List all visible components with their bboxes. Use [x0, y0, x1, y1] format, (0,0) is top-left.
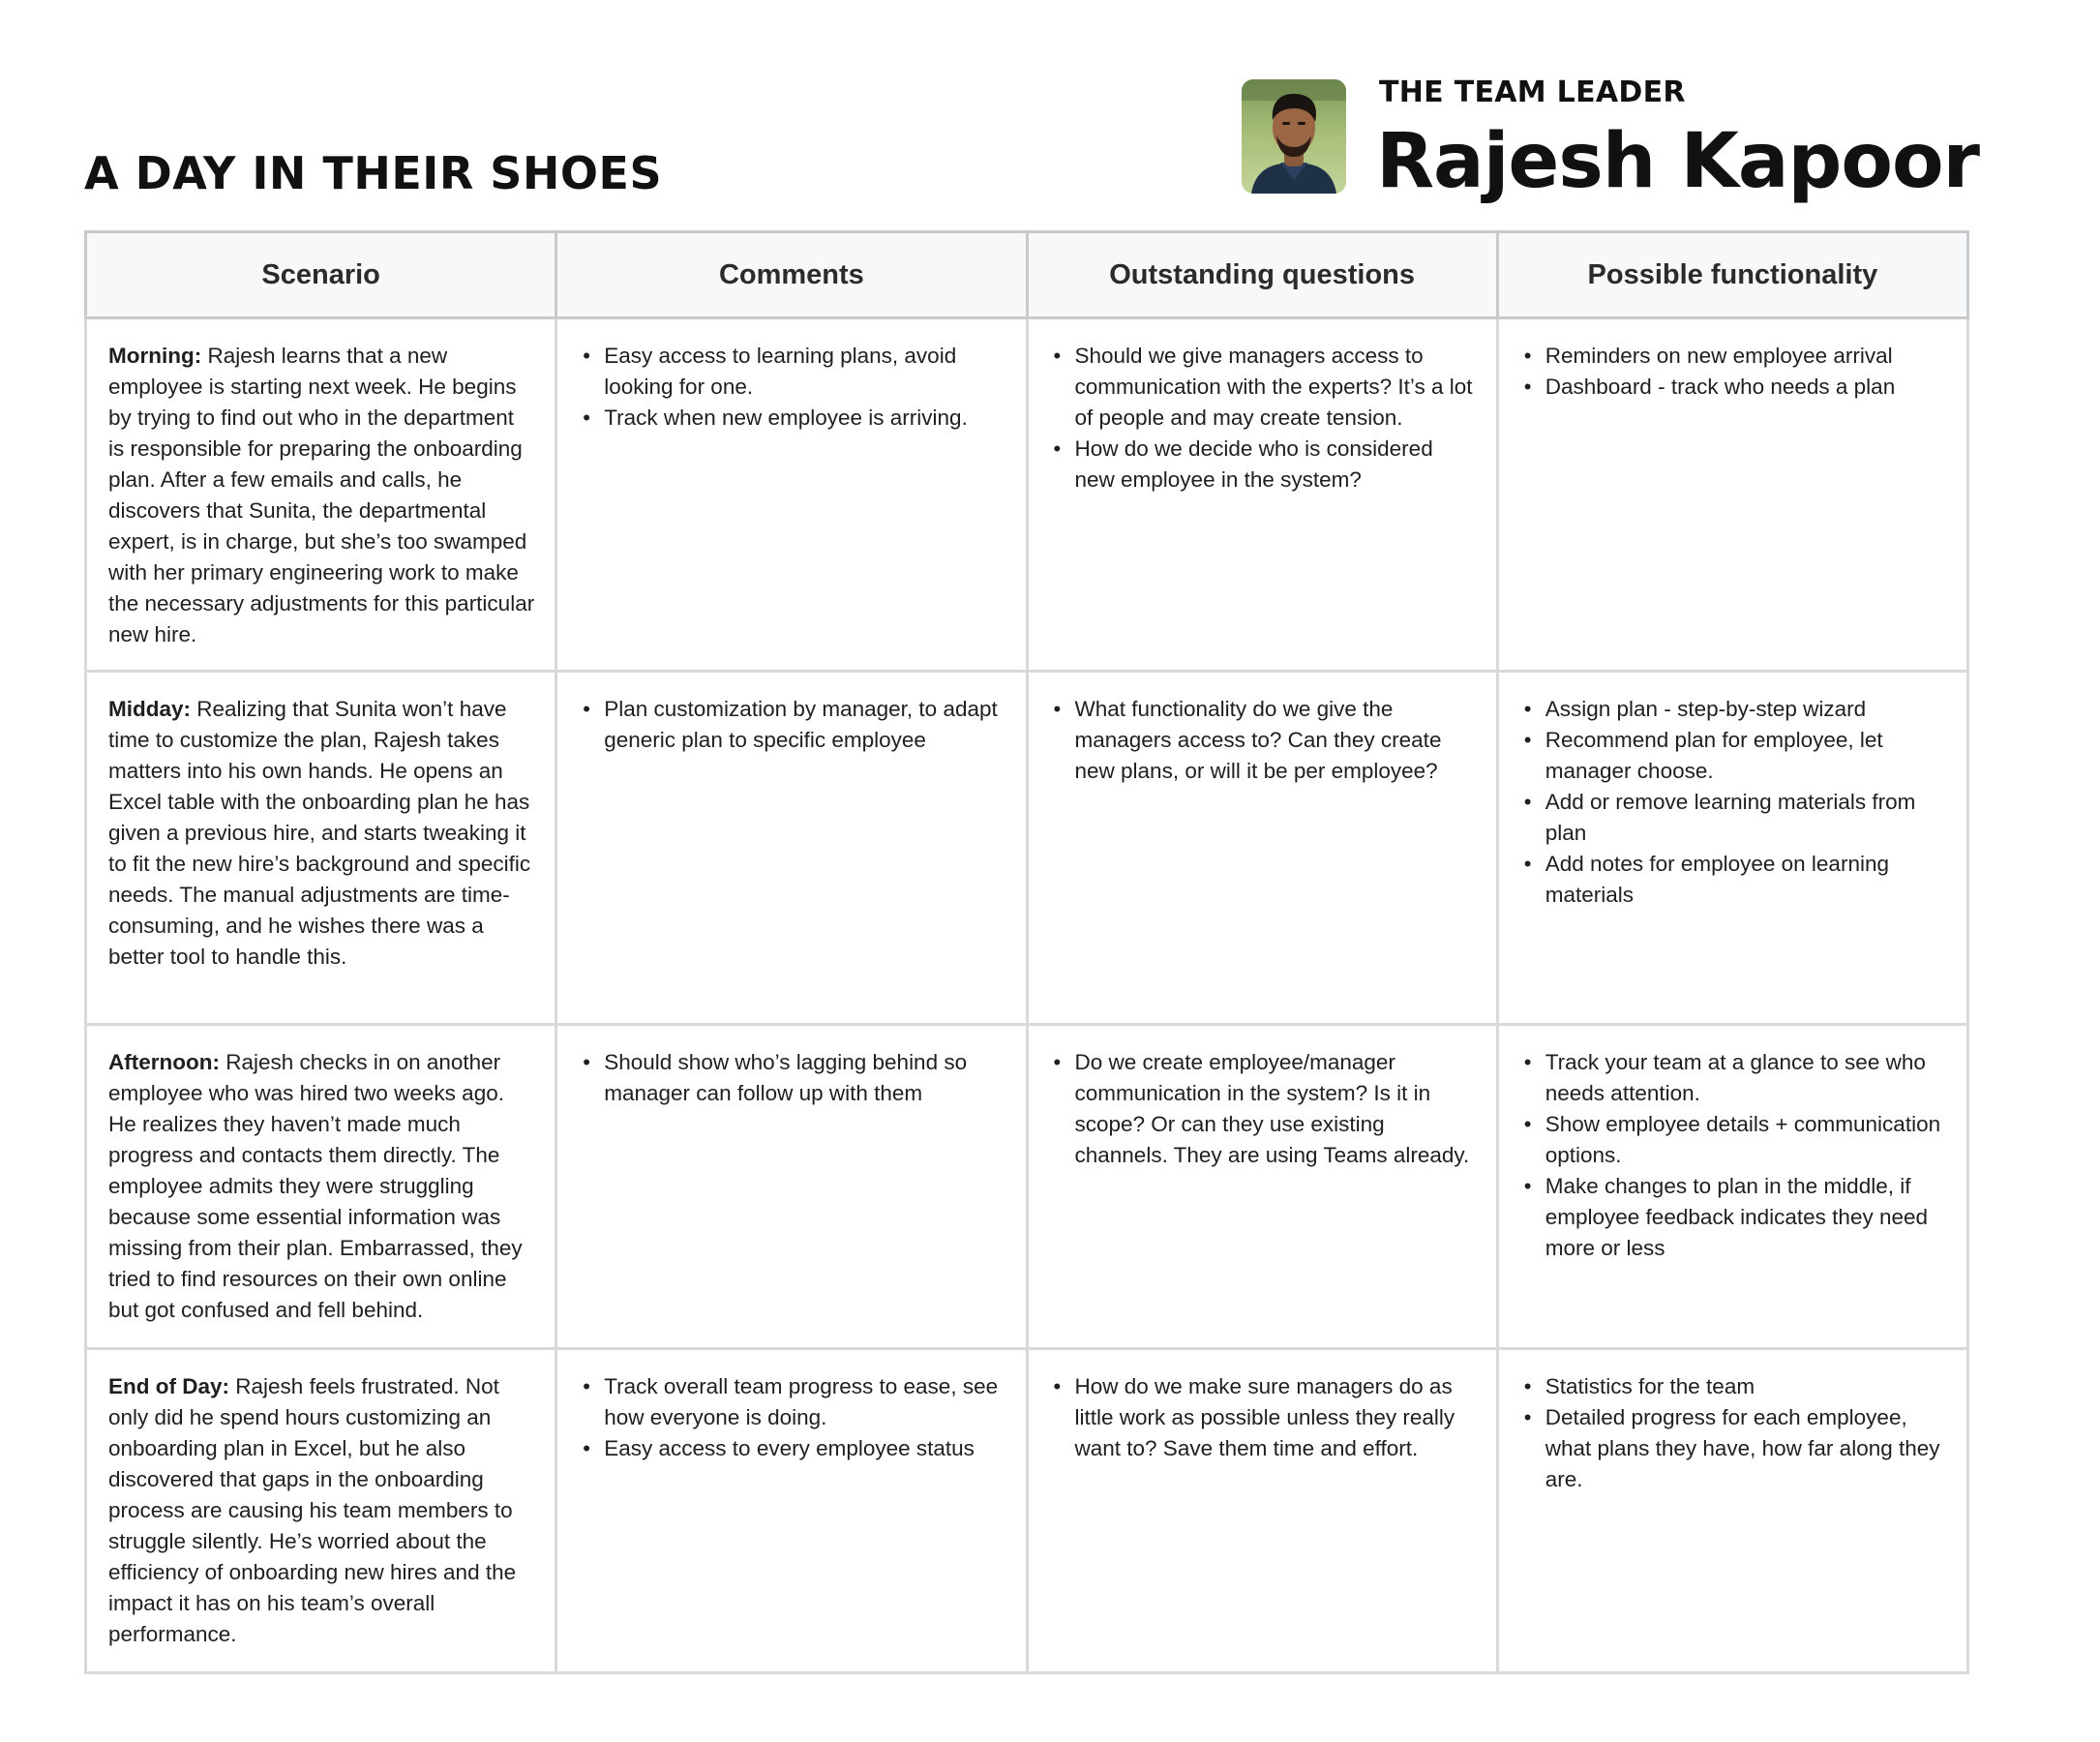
- list-item: • Add notes for employee on learning materials: [1520, 849, 1947, 911]
- scenario-text: Realizing that Sunita won’t have time to customize the plan, Rajesh takes matters into his own hands. He opens an Excel table with the onboarding plan he has given a previous hire, and starts tweaking it to fit the new hire’s background and specific needs. The manual adjustments are time-consuming, and he wishes there was a better tool to handle this.: [108, 697, 531, 969]
- table-row: [86, 1025, 1968, 1349]
- scenario-time-label: End of Day:: [108, 1374, 230, 1398]
- scenario-cell: [86, 318, 556, 672]
- list-item: • Assign plan - step-by-step wizard: [1520, 694, 1947, 725]
- table-row: [86, 318, 1968, 672]
- questions-list: [1050, 1047, 1477, 1171]
- list-item: • Statistics for the team: [1520, 1371, 1947, 1402]
- person-photo-icon: [1242, 79, 1346, 194]
- functionality-list: [1520, 341, 1947, 403]
- questions-list: [1050, 341, 1477, 496]
- comments-list: [579, 694, 1005, 756]
- list-item: • Track your team at a glance to see who needs attention.: [1520, 1047, 1947, 1109]
- scenario-time-label: Morning:: [108, 344, 202, 368]
- list-item: • Reminders on new employee arrival: [1520, 341, 1947, 372]
- functionality-list: [1520, 694, 1947, 911]
- scenario-time-label: Afternoon:: [108, 1050, 220, 1074]
- scenario-cell: [86, 1349, 556, 1673]
- comments-list: [579, 1371, 1005, 1464]
- table-row: [86, 672, 1968, 1025]
- scenario-time-label: Midday:: [108, 697, 192, 721]
- scenario-text: Rajesh feels frustrated. Not only did he spend hours customizing an onboarding plan in Excel, but he also discovered that gaps in the onboarding process are causing his team members to struggle silently. He’s worried about the efficiency of onboarding new hires and the impact it has on his team’s overall performance.: [108, 1374, 517, 1646]
- questions-cell: [1027, 318, 1497, 672]
- scenario-cell: [86, 1025, 556, 1349]
- column-header-scenario: Scenario: [86, 232, 556, 318]
- persona-name: Rajesh Kapoor: [1376, 118, 1979, 205]
- list-item: • Detailed progress for each employee, what plans they have, how far along they are.: [1520, 1402, 1947, 1495]
- list-item: • What functionality do we give the managers access to? Can they create new plans, or will it be per employee?: [1050, 694, 1477, 787]
- avatar: [1242, 79, 1346, 194]
- list-item: • Do we create employee/manager communication in the system? Is it in scope? Or can they use existing channels. They are using Teams already.: [1050, 1047, 1477, 1171]
- functionality-list: [1520, 1371, 1947, 1495]
- column-header-questions: Outstanding questions: [1027, 232, 1497, 318]
- list-item: • Make changes to plan in the middle, if employee feedback indicates they need more or less: [1520, 1171, 1947, 1264]
- list-item: • Track when new employee is arriving.: [579, 403, 1005, 434]
- questions-cell: [1027, 672, 1497, 1025]
- comments-list: [579, 1047, 1005, 1109]
- persona-role: THE TEAM LEADER: [1379, 75, 1686, 109]
- functionality-cell: [1497, 318, 1967, 672]
- list-item: • Should we give managers access to communication with the experts? It’s a lot of people and may create tension.: [1050, 341, 1477, 434]
- functionality-cell: [1497, 672, 1967, 1025]
- list-item: • Dashboard - track who needs a plan: [1520, 372, 1947, 403]
- comments-list: [579, 341, 1005, 434]
- list-item: • How do we decide who is considered new employee in the system?: [1050, 434, 1477, 496]
- functionality-cell: [1497, 1025, 1967, 1349]
- questions-list: [1050, 1371, 1477, 1464]
- page-title: A DAY IN THEIR SHOES: [84, 147, 663, 199]
- questions-list: [1050, 694, 1477, 787]
- list-item: • Easy access to learning plans, avoid looking for one.: [579, 341, 1005, 403]
- functionality-list: [1520, 1047, 1947, 1264]
- list-item: • Recommend plan for employee, let manager choose.: [1520, 725, 1947, 787]
- scenario-text: Rajesh learns that a new employee is starting next week. He begins by trying to find out who in the department is responsible for preparing the onboarding plan. After a few emails and calls, he discovers that Sunita, the departmental expert, is in charge, but she’s too swamped with her primary engineering work to make the necessary adjustments for this particular new hire.: [108, 344, 535, 646]
- comments-cell: [556, 1025, 1027, 1349]
- table-row: [86, 1349, 1968, 1673]
- comments-cell: [556, 318, 1027, 672]
- questions-cell: [1027, 1349, 1497, 1673]
- questions-cell: [1027, 1025, 1497, 1349]
- column-header-comments: Comments: [556, 232, 1027, 318]
- scenario-cell: [86, 672, 556, 1025]
- scenario-text: Rajesh checks in on another employee who was hired two weeks ago. He realizes they haven’t made much progress and contacts them directly. The employee admits they were struggling because some essential information was missing from their plan. Embarrassed, they tried to find resources on their own online but got confused and fell behind.: [108, 1050, 523, 1322]
- list-item: • Easy access to every employee status: [579, 1433, 1005, 1464]
- functionality-cell: [1497, 1349, 1967, 1673]
- comments-cell: [556, 1349, 1027, 1673]
- table-header-row: [86, 232, 1968, 318]
- list-item: • Show employee details + communication options.: [1520, 1109, 1947, 1171]
- list-item: • Track overall team progress to ease, see how everyone is doing.: [579, 1371, 1005, 1433]
- scenario-table: [84, 230, 1969, 1674]
- column-header-functionality: Possible functionality: [1497, 232, 1967, 318]
- list-item: • Add or remove learning materials from plan: [1520, 787, 1947, 849]
- list-item: • Should show who’s lagging behind so manager can follow up with them: [579, 1047, 1005, 1109]
- list-item: • How do we make sure managers do as little work as possible unless they really want to? Save them time and effort.: [1050, 1371, 1477, 1464]
- list-item: • Plan customization by manager, to adapt generic plan to specific employee: [579, 694, 1005, 756]
- comments-cell: [556, 672, 1027, 1025]
